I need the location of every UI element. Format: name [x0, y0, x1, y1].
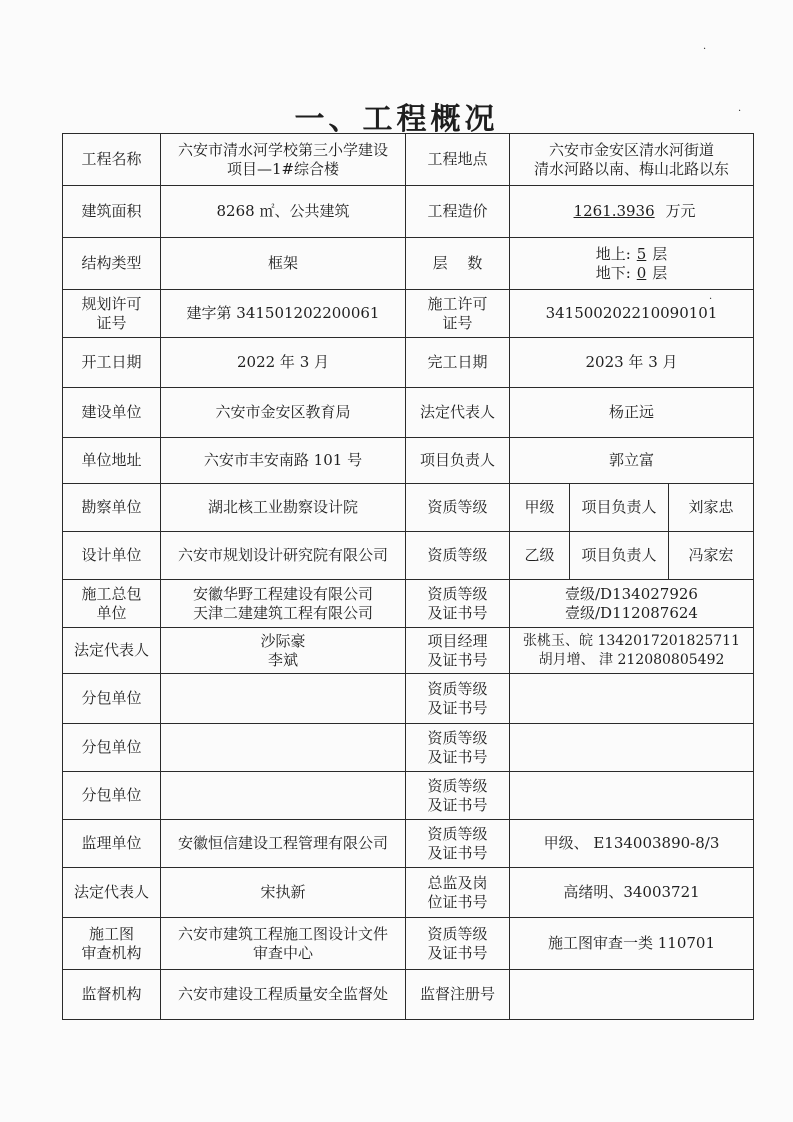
field-label: 单位地址 — [63, 438, 161, 484]
scan-mark: · — [709, 294, 713, 305]
table-row — [63, 628, 754, 674]
table-row — [63, 820, 754, 868]
field-label: 分包单位 — [63, 772, 161, 820]
field-label: 施工图 审查机构 — [63, 918, 161, 970]
scan-mark: · — [703, 44, 707, 55]
field-label: 规划许可 证号 — [63, 290, 161, 338]
supervision-qualification-value: 甲级、 E134003890-8/3 — [510, 820, 754, 868]
survey-unit-value: 湖北核工业勘察设计院 — [161, 484, 406, 532]
subcontractor-value — [161, 772, 406, 820]
field-label: 资质等级 及证书号 — [406, 674, 510, 724]
supervision-legal-rep-value: 宋执新 — [161, 868, 406, 918]
field-label: 资质等级 — [406, 532, 510, 580]
table-row — [63, 338, 754, 388]
field-label: 勘察单位 — [63, 484, 161, 532]
page-title: 一、工程概况 — [294, 102, 499, 137]
planning-permit-value: 建字第 341501202200061 — [161, 290, 406, 338]
owner-project-lead-value: 郭立富 — [510, 438, 754, 484]
owner-value: 六安市金安区教育局 — [161, 388, 406, 438]
field-label: 资质等级 及证书号 — [406, 918, 510, 970]
field-label: 资质等级 及证书号 — [406, 772, 510, 820]
table-row — [63, 674, 754, 724]
table-row — [63, 388, 754, 438]
completion-date-value: 2023 年 3 月 — [510, 338, 754, 388]
field-label: 法定代表人 — [406, 388, 510, 438]
field-label: 监理单位 — [63, 820, 161, 868]
subcontractor-qualification-value — [510, 724, 754, 772]
table-row — [63, 580, 754, 628]
contractor-legal-rep-value: 沙际豪 李斌 — [161, 628, 406, 674]
project-manager-value: 张桃玉、皖 1342017201825711 胡月增、 津 212080805492 — [510, 628, 754, 674]
field-label: 工程名称 — [63, 134, 161, 186]
building-area-value: 8268 ㎡、公共建筑 — [161, 186, 406, 238]
table-row — [63, 970, 754, 1020]
field-label: 项目负责人 — [570, 532, 669, 580]
table-row — [63, 186, 754, 238]
project-name-value: 六安市清水河学校第三小学建设 项目—1#综合楼 — [161, 134, 406, 186]
survey-qualification-value: 甲级 — [510, 484, 570, 532]
table-row — [63, 772, 754, 820]
owner-legal-rep-value: 杨正远 — [510, 388, 754, 438]
subcontractor-qualification-value — [510, 772, 754, 820]
start-date-value: 2022 年 3 月 — [161, 338, 406, 388]
chief-supervisor-value: 高绪明、34003721 — [510, 868, 754, 918]
supervision-unit-value: 安徽恒信建设工程管理有限公司 — [161, 820, 406, 868]
field-label: 项目负责人 — [406, 438, 510, 484]
table-row — [63, 918, 754, 970]
field-label: 法定代表人 — [63, 628, 161, 674]
field-label: 资质等级 及证书号 — [406, 580, 510, 628]
supervision-registration-value — [510, 970, 754, 1020]
design-unit-value: 六安市规划设计研究院有限公司 — [161, 532, 406, 580]
general-contractor-value: 安徽华野工程建设有限公司 天津二建建筑工程有限公司 — [161, 580, 406, 628]
field-label: 分包单位 — [63, 724, 161, 772]
table-row — [63, 484, 754, 532]
field-label: 建设单位 — [63, 388, 161, 438]
quality-supervision-value: 六安市建设工程质量安全监督处 — [161, 970, 406, 1020]
field-label: 资质等级 及证书号 — [406, 820, 510, 868]
field-label: 施工总包 单位 — [63, 580, 161, 628]
table-row — [63, 868, 754, 918]
field-label: 层 数 — [406, 238, 510, 290]
subcontractor-value — [161, 724, 406, 772]
general-contractor-qualification-value: 壹级/D134027926 壹级/D112087624 — [510, 580, 754, 628]
field-label: 完工日期 — [406, 338, 510, 388]
field-label: 工程造价 — [406, 186, 510, 238]
table-row — [63, 238, 754, 290]
field-label: 总监及岗 位证书号 — [406, 868, 510, 918]
field-label: 资质等级 及证书号 — [406, 724, 510, 772]
field-label: 结构类型 — [63, 238, 161, 290]
table-row — [63, 724, 754, 772]
field-label: 资质等级 — [406, 484, 510, 532]
table-row — [63, 290, 754, 338]
table-row — [63, 532, 754, 580]
project-overview-table — [62, 133, 754, 1020]
field-label: 开工日期 — [63, 338, 161, 388]
field-label: 项目负责人 — [570, 484, 669, 532]
field-label: 法定代表人 — [63, 868, 161, 918]
owner-address-value: 六安市丰安南路 101 号 — [161, 438, 406, 484]
construction-permit-value: 341500202210090101 — [510, 290, 754, 338]
field-label: 监督机构 — [63, 970, 161, 1020]
field-label: 项目经理 及证书号 — [406, 628, 510, 674]
table-row — [63, 438, 754, 484]
structure-type-value: 框架 — [161, 238, 406, 290]
subcontractor-qualification-value — [510, 674, 754, 724]
project-cost-value: 1261.3936 万元 — [510, 186, 754, 238]
field-label: 设计单位 — [63, 532, 161, 580]
drawing-review-value: 六安市建筑工程施工图设计文件 审查中心 — [161, 918, 406, 970]
field-label: 工程地点 — [406, 134, 510, 186]
field-label: 监督注册号 — [406, 970, 510, 1020]
floors-value: 地上: 5 层 地下: 0 层 — [510, 238, 754, 290]
survey-lead-value: 刘家忠 — [669, 484, 754, 532]
project-location-value: 六安市金安区清水河街道 清水河路以南、梅山北路以东 — [510, 134, 754, 186]
field-label: 分包单位 — [63, 674, 161, 724]
subcontractor-value — [161, 674, 406, 724]
field-label: 施工许可 证号 — [406, 290, 510, 338]
design-qualification-value: 乙级 — [510, 532, 570, 580]
drawing-review-qualification-value: 施工图审查一类 110701 — [510, 918, 754, 970]
design-lead-value: 冯家宏 — [669, 532, 754, 580]
table-row — [63, 134, 754, 186]
field-label: 建筑面积 — [63, 186, 161, 238]
scan-mark: · — [738, 106, 742, 117]
